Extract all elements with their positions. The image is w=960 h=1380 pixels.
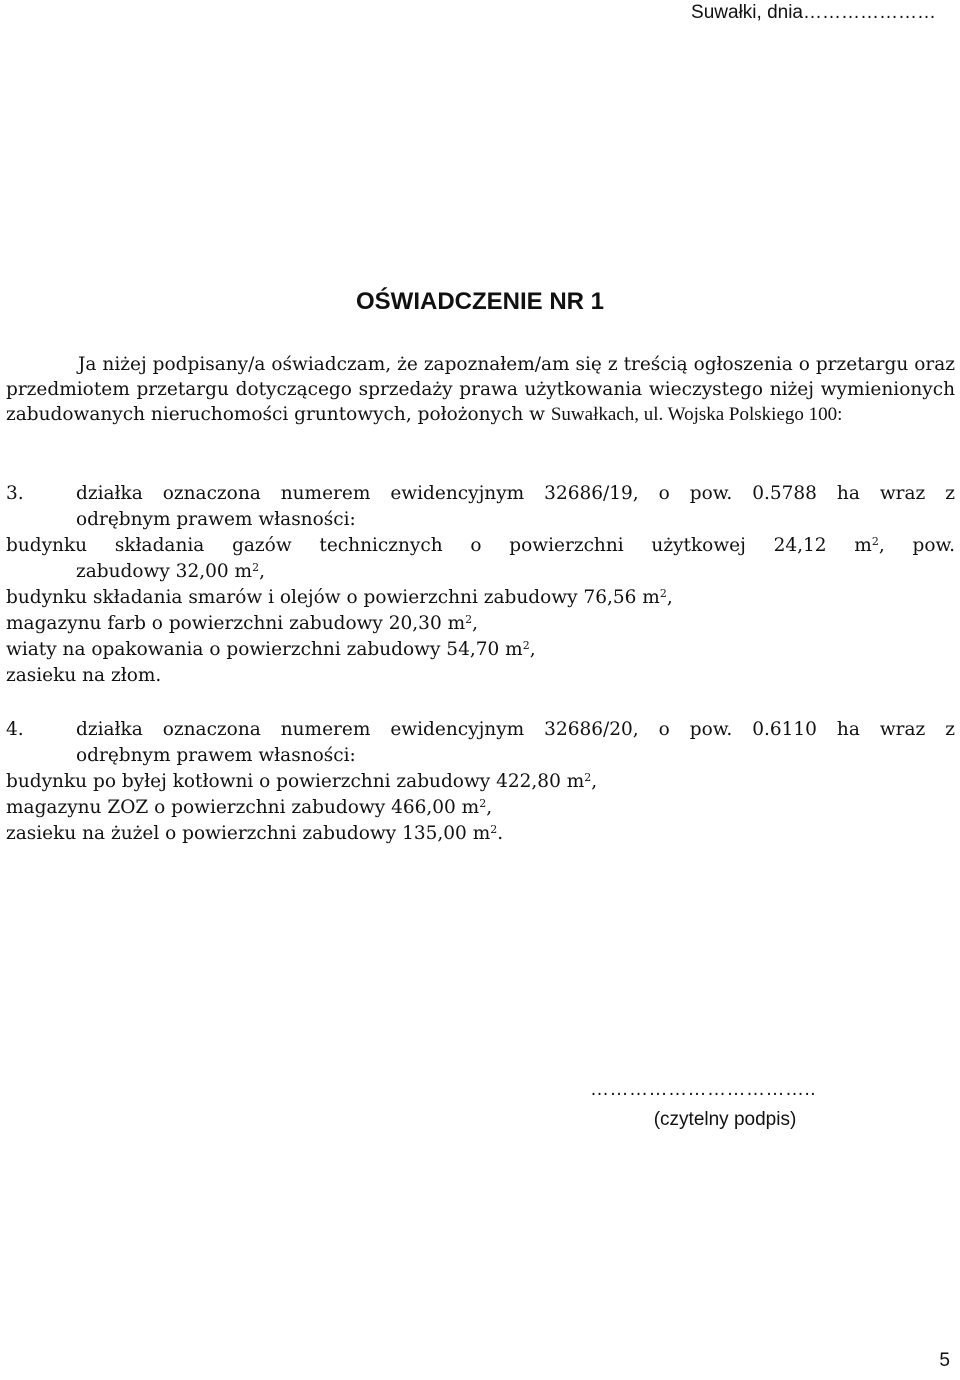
building-text: budynku po byłej kotłowni o powierzchni zabudowy 422,80 m xyxy=(6,771,585,792)
building-text: wiaty na opakowania o powierzchni zabudowy 54,70 m xyxy=(6,639,523,660)
parcel-number: 4. xyxy=(6,719,24,740)
building-suffix: , xyxy=(259,561,265,582)
building-suffix: , pow. xyxy=(878,535,955,556)
signature-label: (czytelny podpis) xyxy=(653,1109,797,1130)
building-line xyxy=(6,533,955,559)
unit-exponent: 2 xyxy=(659,587,667,600)
building-text: zasieku na żużel o powierzchni zabudowy 135,00 m xyxy=(6,823,491,844)
intro-address: Suwałkach, ul. Wojska Polskiego 100: xyxy=(550,404,843,425)
unit-exponent: 2 xyxy=(465,613,473,626)
unit-exponent: 2 xyxy=(522,639,530,652)
parcel-number: 3. xyxy=(6,483,24,504)
unit-exponent: 2 xyxy=(252,561,260,574)
building-suffix: , xyxy=(472,613,479,634)
building-suffix: , xyxy=(666,587,673,608)
parcel-head xyxy=(6,717,955,743)
signature-line: …………………………….. xyxy=(590,1079,817,1100)
parcel-ownership-note: odrębnym prawem własności: xyxy=(76,745,356,766)
building-line xyxy=(6,611,955,637)
building-text: budynku składania smarów i olejów o powierzchni zabudowy 76,56 m xyxy=(6,587,660,608)
parcel-description: działka oznaczona numerem ewidencyjnym 32686/20, o pow. 0.6110 ha wraz z xyxy=(76,719,955,740)
intro-text: Ja niżej podpisany/a oświadczam, że zapoznałem/am się z treścią ogłoszenia o przetargu oraz przedmiotem przetargu dotyczącego sprzedaży prawa użytkowania wieczystego niżej wymienionych zabudowanych nieruchomości gruntowych, położonych w xyxy=(6,354,955,425)
building-text: magazynu ZOZ o powierzchni zabudowy 466,00 m xyxy=(6,797,480,818)
intro-paragraph xyxy=(6,352,955,427)
unit-exponent: 2 xyxy=(490,823,498,836)
building-line xyxy=(6,795,955,821)
building-line xyxy=(6,663,955,689)
building-text: magazynu farb o powierzchni zabudowy 20,30 m xyxy=(6,613,466,634)
signature-block xyxy=(560,1075,890,1135)
document-title: OŚWIADCZENIE NR 1 xyxy=(355,288,604,315)
building-text: zasieku na złom. xyxy=(6,665,162,686)
parcel-description: działka oznaczona numerem ewidencyjnym 32686/19, o pow. 0.5788 ha wraz z xyxy=(76,483,955,504)
building-suffix: , xyxy=(529,639,536,660)
building-text: zabudowy 32,00 m xyxy=(76,561,253,582)
building-line xyxy=(6,769,955,795)
building-suffix: , xyxy=(486,797,493,818)
building-line xyxy=(6,637,955,663)
building-suffix: , xyxy=(591,771,598,792)
unit-exponent: 2 xyxy=(871,535,879,548)
building-suffix: . xyxy=(497,823,504,844)
building-line xyxy=(6,559,955,585)
parcel-item xyxy=(6,717,955,847)
parcel-head xyxy=(6,481,955,507)
parcel-item xyxy=(6,481,955,689)
unit-exponent: 2 xyxy=(584,771,592,784)
page-number: 5 xyxy=(939,1350,950,1371)
place-date-line: Suwałki, dnia………………… xyxy=(691,2,936,23)
unit-exponent: 2 xyxy=(479,797,487,810)
building-line xyxy=(6,585,955,611)
parcel-ownership-note: odrębnym prawem własności: xyxy=(76,509,356,530)
building-text: budynku składania gazów technicznych o powierzchni użytkowej 24,12 m xyxy=(6,535,872,556)
building-line xyxy=(6,821,955,847)
